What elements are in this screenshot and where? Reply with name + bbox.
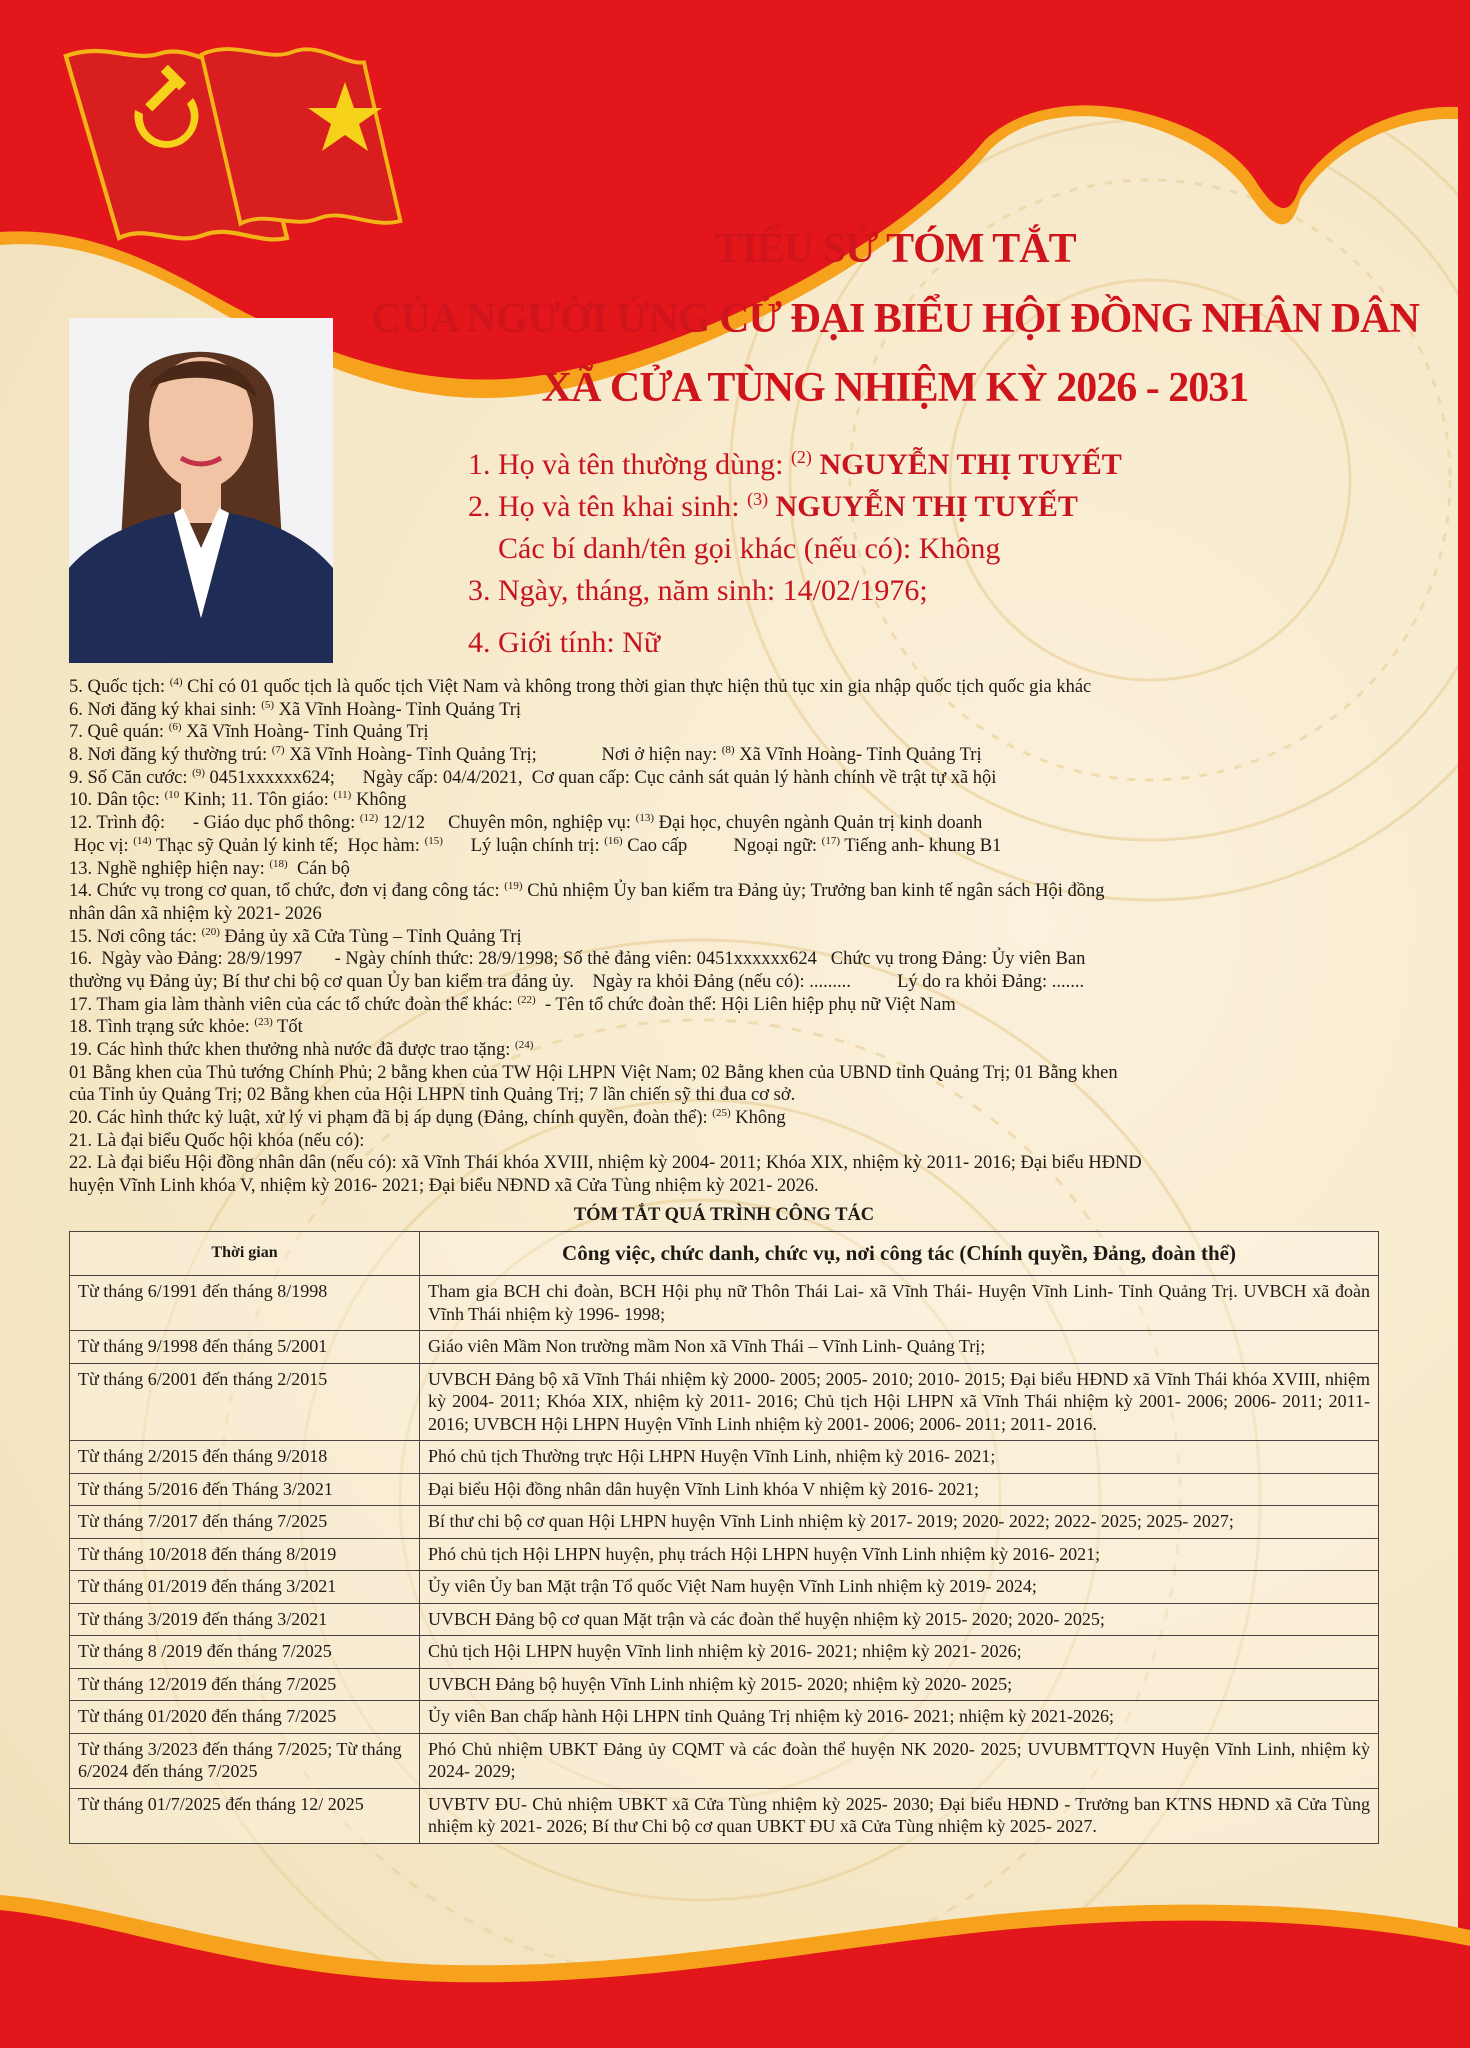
position-cell: Phó chủ tịch Thường trực Hội LHPN Huyện Vĩnh Linh, nhiệm kỳ 2016- 2021; — [420, 1441, 1379, 1474]
position-cell: Phó Chủ nhiệm UBKT Đảng ủy CQMT và các đoàn thể huyện NK 2020- 2025; UVUBMTTQVN Huyện Vĩnh Linh, nhiệm kỳ 2024- 2029; — [420, 1733, 1379, 1788]
footnote-ref: (17) — [821, 834, 840, 847]
detail-line — [69, 835, 1389, 858]
position-cell: UVBCH Đảng bộ cơ quan Mặt trận và các đoàn thể huyện nhiệm kỳ 2015- 2020; 2020- 2025; — [420, 1603, 1379, 1636]
time-period-cell: Từ tháng 01/2019 đến tháng 3/2021 — [70, 1571, 420, 1604]
footnote-ref: (5) — [261, 698, 275, 711]
detail-text: Tiếng anh- khung B1 — [840, 835, 1002, 856]
table-row — [70, 1701, 1379, 1734]
footnote-ref: (11) — [333, 789, 352, 802]
time-period-cell: Từ tháng 2/2015 đến tháng 9/2018 — [70, 1441, 420, 1474]
time-period-cell: Từ tháng 01/2020 đến tháng 7/2025 — [70, 1701, 420, 1734]
footnote-ref: (15) — [424, 834, 443, 847]
detail-text: Chủ nhiệm Ủy ban kiểm tra Đảng ủy; Trưởng ban kinh tế ngân sách Hội đồng — [522, 881, 1105, 902]
birth-name-label: 2. Họ và tên khai sinh: — [468, 490, 748, 523]
detail-text: 13. Nghề nghiệp hiện nay: — [69, 858, 270, 879]
candidate-portrait-photo — [69, 318, 333, 663]
detail-text: Đảng ủy xã Cửa Tùng – Tỉnh Quảng Trị — [219, 926, 522, 947]
detail-text: - Tên tổ chức đoàn thể: Hội Liên hiệp phụ nữ Việt Nam — [535, 994, 956, 1015]
footnote-ref: (4) — [169, 675, 183, 688]
detail-text: 16. Ngày vào Đảng: 28/9/1997 - Ngày chính thức: 28/9/1998; Số thẻ đảng viên: 0451xxxxxx624 Chức vụ trong Đảng: Ủy viên Ban — [69, 949, 1086, 970]
position-cell: Chủ tịch Hội LHPN huyện Vĩnh linh nhiệm kỳ 2016- 2021; nhiệm kỳ 2021- 2026; — [420, 1636, 1379, 1669]
common-name-value: NGUYỄN THỊ TUYẾT — [811, 448, 1122, 481]
detail-line — [69, 1016, 1389, 1039]
detail-text: 14. Chức vụ trong cơ quan, tổ chức, đơn vị đang công tác: — [69, 881, 505, 902]
footnote-ref: (6) — [168, 721, 182, 734]
footnote-ref: (3) — [747, 489, 769, 509]
detail-line — [69, 1062, 1389, 1085]
position-cell: Đại biểu Hội đồng nhân dân huyện Vĩnh Linh khóa V nhiệm kỳ 2016- 2021; — [420, 1473, 1379, 1506]
time-period-cell: Từ tháng 01/7/2025 đến tháng 12/ 2025 — [70, 1788, 420, 1843]
detail-text: 10. Dân tộc: — [69, 790, 165, 811]
document-title: TIỂU SỬ TÓM TẮT — [714, 226, 1076, 272]
common-name-label: 1. Họ và tên thường dùng: — [468, 448, 791, 481]
table-row — [70, 1636, 1379, 1669]
detail-line — [69, 1152, 1389, 1175]
footnote-ref: (13) — [635, 811, 654, 824]
time-period-cell: Từ tháng 3/2019 đến tháng 3/2021 — [70, 1603, 420, 1636]
footnote-ref: (2) — [790, 447, 812, 467]
position-cell: Phó chủ tịch Hội LHPN huyện, phụ trách Hội LHPN huyện Vĩnh Linh nhiệm kỳ 2016- 2021; — [420, 1538, 1379, 1571]
detail-text: Cán bộ — [287, 858, 350, 879]
time-period-cell: Từ tháng 8 /2019 đến tháng 7/2025 — [70, 1636, 420, 1669]
column-header-work: Công việc, chức danh, chức vụ, nơi công tác (Chính quyền, Đảng, đoàn thể) — [420, 1232, 1379, 1276]
gender-field: 4. Giới tính: Nữ — [468, 626, 661, 659]
time-period-cell: Từ tháng 5/2016 đến Tháng 3/2021 — [70, 1473, 420, 1506]
detail-line — [69, 903, 1389, 926]
bottom-red-band — [0, 1910, 1470, 2048]
footnote-ref: (12) — [359, 811, 379, 824]
position-cell: UVBTV ĐU- Chủ nhiệm UBKT xã Cửa Tùng nhiệm kỳ 2025- 2030; Đại biểu HĐND - Trưởng ban KTNS HĐND xã Cửa Tùng nhiệm kỳ 2021- 2026; Bí thư Chi bộ cơ quan UBKT ĐU xã Cửa Tùng nhiệm kỳ 2025- 2027. — [420, 1788, 1379, 1843]
detail-text: 20. Các hình thức kỷ luật, xử lý vi phạm đã bị áp dụng (Đảng, chính quyền, đoàn thể): — [69, 1108, 713, 1129]
detail-line — [69, 971, 1389, 994]
table-row — [70, 1788, 1379, 1843]
detail-text: 15. Nơi công tác: — [69, 926, 202, 947]
work-history-table — [69, 1231, 1379, 1844]
detail-line — [69, 699, 1389, 722]
detail-text: Chỉ có 01 quốc tịch là quốc tịch Việt Nam và không trong thời gian thực hiện thủ tục xin gia nhập quốc tịch quốc gia khác — [182, 677, 1092, 697]
footnote-ref: (9) — [192, 766, 205, 779]
biography-details — [69, 676, 1389, 1198]
detail-text: Đại học, chuyên ngành Quản trị kinh doanh — [653, 813, 983, 834]
footnote-ref: (8) — [721, 743, 735, 756]
time-period-cell: Từ tháng 6/2001 đến tháng 2/2015 — [70, 1363, 420, 1441]
position-cell: Bí thư chi bộ cơ quan Hội LHPN huyện Vĩnh Linh nhiệm kỳ 2017- 2019; 2020- 2022; 2022- 2025; 2025- 2027; — [420, 1506, 1379, 1539]
table-row — [70, 1331, 1379, 1364]
detail-line — [69, 676, 1389, 699]
position-cell: UVBCH Đảng bộ huyện Vĩnh Linh nhiệm kỳ 2015- 2020; nhiệm kỳ 2020- 2025; — [420, 1668, 1379, 1701]
footnote-ref: (7) — [271, 743, 285, 756]
detail-text: thường vụ Đảng ủy; Bí thư chi bộ cơ quan Ủy ban kiểm tra đảng ủy. Ngày ra khỏi Đảng (nếu có): ......... Lý do ra khỏi Đảng: ....... — [69, 971, 1085, 992]
position-cell: Tham gia BCH chi đoàn, BCH Hội phụ nữ Thôn Thái Lai- xã Vĩnh Thái- Huyện Vĩnh Linh- Tỉnh Quảng Trị. UVBCH xã đoàn Vĩnh Thái nhiệm kỳ 1996- 1998; — [420, 1276, 1379, 1331]
common-name-field — [468, 447, 1122, 481]
time-period-cell: Từ tháng 7/2017 đến tháng 7/2025 — [70, 1506, 420, 1539]
position-cell: Giáo viên Mầm Non trường mầm Non xã Vĩnh Thái – Vĩnh Linh- Quảng Trị; — [420, 1331, 1379, 1364]
time-period-cell: Từ tháng 6/1991 đến tháng 8/1998 — [70, 1276, 420, 1331]
detail-text: 0451xxxxxx624; Ngày cấp: 04/4/2021, Cơ quan cấp: Cục cảnh sát quản lý hành chính về trật tự xã hội — [204, 767, 997, 788]
table-row — [70, 1473, 1379, 1506]
detail-line — [69, 994, 1389, 1017]
detail-text: 5. Quốc tịch: — [69, 677, 170, 697]
detail-text: Học vị: — [69, 835, 134, 856]
detail-text: 18. Tình trạng sức khỏe: — [69, 1017, 255, 1038]
detail-text: huyện Vĩnh Linh khóa V, nhiệm kỳ 2016- 2021; Đại biểu NĐND xã Cửa Tùng nhiệm kỳ 2021- 2026. — [69, 1176, 819, 1197]
footnote-ref: (14) — [133, 834, 152, 847]
detail-text: 22. Là đại biểu Hội đồng nhân dân (nếu có): xã Vĩnh Thái khóa XVIII, nhiệm kỳ 2004- 2011; Khóa XIX, nhiệm kỳ 2011- 2016; Đại biểu HĐND — [69, 1153, 1142, 1174]
table-row — [70, 1603, 1379, 1636]
detail-text: Xã Vĩnh Hoàng- Tỉnh Quảng Trị; Nơi ở hiện nay: — [284, 745, 722, 766]
detail-text: 12/12 Chuyên môn, nghiệp vụ: — [378, 813, 636, 834]
detail-text: 8. Nơi đăng ký thường trú: — [69, 745, 272, 766]
detail-line — [69, 948, 1389, 971]
position-cell: Ủy viên Ban chấp hành Hội LHPN tỉnh Quảng Trị nhiệm kỳ 2016- 2021; nhiệm kỳ 2021-2026; — [420, 1701, 1379, 1734]
table-row — [70, 1733, 1379, 1788]
footnote-ref: (18) — [269, 857, 288, 870]
table-row — [70, 1441, 1379, 1474]
detail-text: Không — [730, 1108, 786, 1129]
alias-field: Các bí danh/tên gọi khác (nếu có): Không — [498, 532, 1001, 565]
time-period-cell: Từ tháng 10/2018 đến tháng 8/2019 — [70, 1538, 420, 1571]
detail-line — [69, 1084, 1389, 1107]
document-term: XÃ CỬA TÙNG NHIỆM KỲ 2026 - 2031 — [541, 365, 1249, 411]
birth-name-value: NGUYỄN THỊ TUYẾT — [768, 490, 1078, 523]
detail-text: của Tỉnh ủy Quảng Trị; 02 Bằng khen của Hội LHPN tỉnh Quảng Trị; 7 lần chiến sỹ thi đua cơ sở. — [69, 1085, 796, 1106]
detail-text: Xã Vĩnh Hoàng- Tỉnh Quảng Trị — [274, 699, 522, 720]
column-header-time: Thời gian — [70, 1232, 420, 1276]
table-row — [70, 1538, 1379, 1571]
table-row — [70, 1363, 1379, 1441]
detail-line — [69, 721, 1389, 744]
work-history-title: TÓM TẮT QUÁ TRÌNH CÔNG TÁC — [573, 1205, 875, 1225]
detail-line — [69, 744, 1389, 767]
detail-text: 12. Trình độ: - Giáo dục phổ thông: — [69, 813, 360, 834]
birth-name-field — [468, 489, 1078, 523]
detail-text: 19. Các hình thức khen thưởng nhà nước đã được trao tặng: — [69, 1040, 516, 1060]
detail-text: Không — [351, 790, 407, 811]
detail-line — [69, 1107, 1389, 1130]
table-row — [70, 1276, 1379, 1331]
detail-text: 9. Số Căn cước: — [69, 767, 193, 788]
footnote-ref: (23) — [254, 1016, 273, 1029]
detail-text: Thạc sỹ Quản lý kinh tế; Học hàm: — [151, 835, 425, 856]
footnote-ref: (20) — [201, 925, 220, 938]
detail-text: 21. Là đại biểu Quốc hội khóa (nếu có): — [69, 1130, 365, 1151]
table-row — [70, 1668, 1379, 1701]
detail-text: Xã Vĩnh Hoàng- Tỉnh Quảng Trị — [734, 745, 982, 766]
detail-text: 7. Quê quán: — [69, 722, 169, 743]
detail-text: Cao cấp Ngoại ngữ: — [622, 835, 822, 856]
detail-line — [69, 767, 1389, 790]
date-of-birth-field: 3. Ngày, tháng, năm sinh: 14/02/1976; — [468, 574, 928, 607]
table-row — [70, 1506, 1379, 1539]
position-cell: UVBCH Đảng bộ xã Vĩnh Thái nhiệm kỳ 2000- 2005; 2005- 2010; 2010- 2015; Đại biểu HĐND xã Vĩnh Thái khóa XVIII, nhiệm kỳ 2004- 2011; Khóa XIX, nhiệm kỳ 2011- 2016; Chủ tịch Hội LHPN xã Vĩnh Thái nhiệm kỳ 2001- 2006; 2006- 2011; 2011- 2016; UVBCH Hội LHPN Huyện Vĩnh Linh nhiệm kỳ 2001- 2006; 2006- 2011; 2011- 2016. — [420, 1363, 1379, 1441]
detail-line — [69, 880, 1389, 903]
detail-text: Xã Vĩnh Hoàng- Tỉnh Quảng Trị — [181, 722, 429, 743]
footnote-ref: (24) — [515, 1038, 534, 1051]
detail-text: nhân dân xã nhiệm kỳ 2021- 2026 — [69, 903, 322, 924]
time-period-cell: Từ tháng 3/2023 đến tháng 7/2025; Từ tháng 6/2024 đến tháng 7/2025 — [70, 1733, 420, 1788]
document-subtitle: CỦA NGƯỜI ỨNG CỬ ĐẠI BIỂU HỘI ĐỒNG NHÂN DÂN — [371, 296, 1419, 342]
detail-line — [69, 858, 1389, 881]
footnote-ref: (16) — [604, 834, 623, 847]
detail-text: 17. Tham gia làm thành viên của các tổ chức đoàn thể khác: — [69, 994, 518, 1015]
footnote-ref: (19) — [504, 880, 523, 893]
footnote-ref: (25) — [712, 1106, 731, 1119]
detail-text: 6. Nơi đăng ký khai sinh: — [69, 699, 262, 720]
footnote-ref: (10 — [164, 789, 180, 802]
detail-line — [69, 789, 1389, 812]
time-period-cell: Từ tháng 12/2019 đến tháng 7/2025 — [70, 1668, 420, 1701]
detail-line — [69, 1130, 1389, 1153]
footnote-ref: (22) — [517, 993, 536, 1006]
detail-text: Tốt — [272, 1017, 303, 1038]
time-period-cell: Từ tháng 9/1998 đến tháng 5/2001 — [70, 1331, 420, 1364]
detail-text: Lý luận chính trị: — [442, 835, 605, 856]
detail-text: 01 Bằng khen của Thủ tướng Chính Phủ; 2 bằng khen của TW Hội LHPN Việt Nam; 02 Bằng khen của UBND tỉnh Quảng Trị; 01 Bằng khen — [69, 1062, 1118, 1083]
detail-line — [69, 812, 1389, 835]
detail-text: Kinh; 11. Tôn giáo: — [179, 790, 334, 811]
detail-line — [69, 926, 1389, 949]
position-cell: Ủy viên Ủy ban Mặt trận Tổ quốc Việt Nam huyện Vĩnh Linh nhiệm kỳ 2019- 2024; — [420, 1571, 1379, 1604]
detail-line — [69, 1039, 1389, 1062]
detail-line — [69, 1175, 1389, 1198]
table-row — [70, 1571, 1379, 1604]
table-header-row — [70, 1232, 1379, 1276]
right-red-edge — [1458, 0, 1470, 2048]
